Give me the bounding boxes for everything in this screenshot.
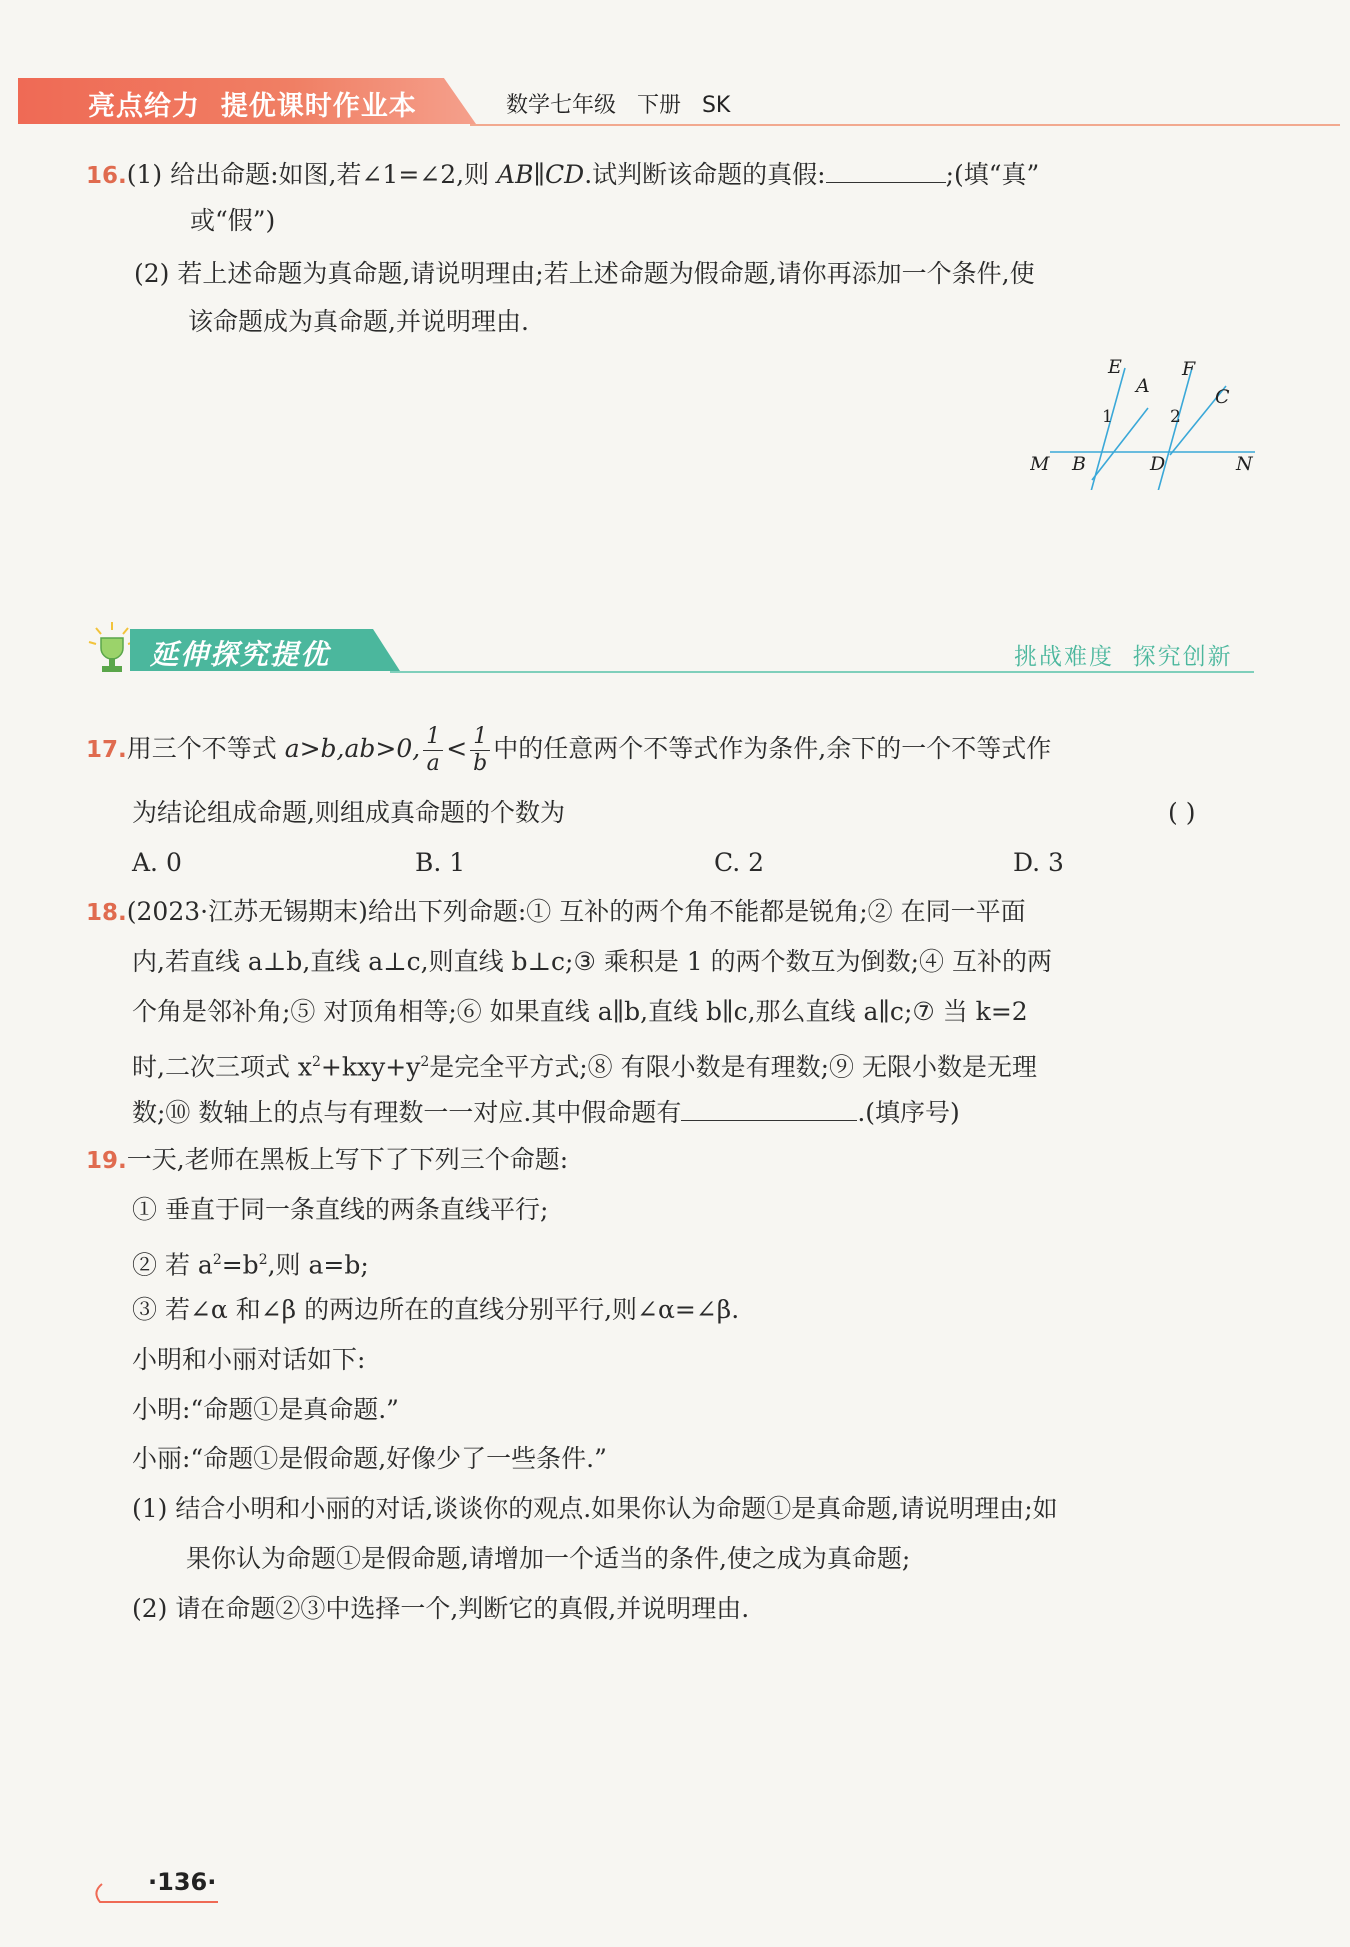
label-b: B bbox=[1072, 453, 1086, 475]
label-e: E bbox=[1108, 356, 1122, 378]
label-n: N bbox=[1236, 453, 1253, 475]
q17-answer-paren[interactable]: ( ) bbox=[1168, 798, 1196, 827]
geometry-figure bbox=[1030, 350, 1260, 490]
section-tagline: 挑战难度 探究创新 bbox=[1014, 644, 1233, 670]
label-f: F bbox=[1182, 358, 1196, 380]
q18-line4: 时,二次三项式 $x^2+kxy+y^2$是完全平方式;⑧ 有限小数是有理数;⑨ 无限小数是无理 bbox=[132, 1052, 1037, 1082]
q19-claim-2: ② 若 $a^2=b^2$,则 a=b; bbox=[132, 1250, 369, 1280]
header-rule bbox=[470, 124, 1340, 126]
q18-number: 18. bbox=[86, 900, 127, 926]
q18-answer-blank[interactable] bbox=[681, 1094, 857, 1121]
label-c: C bbox=[1215, 386, 1230, 408]
q19-claim-3: ③ 若∠α 和∠β 的两边所在的直线分别平行,则∠α=∠β. bbox=[132, 1295, 740, 1324]
q16-number: 16. bbox=[86, 163, 127, 189]
q19-number: 19. bbox=[86, 1148, 127, 1174]
label-m: M bbox=[1030, 453, 1050, 475]
q17-option-c[interactable]: C. 2 bbox=[714, 848, 765, 877]
fraction-1-over-b: $\frac{1}{b}$ bbox=[470, 724, 490, 777]
q19-dialog-intro: 小明和小丽对话如下: bbox=[132, 1345, 366, 1374]
header-brand: 亮点给力 提优课时作业本 bbox=[88, 91, 417, 122]
q17-option-a[interactable]: A. 0 bbox=[132, 848, 182, 877]
line-eb bbox=[1090, 368, 1125, 490]
q19-intro: 19.一天,老师在黑板上写下了下列三个命题: bbox=[86, 1145, 569, 1174]
label-angle-2: 2 bbox=[1170, 407, 1181, 427]
q19-xiaoli: 小丽:“命题①是假命题,好像少了一些条件.” bbox=[132, 1444, 607, 1473]
q19-part1-line2: 果你认为命题①是假命题,请增加一个适当的条件,使之成为真命题; bbox=[186, 1544, 911, 1573]
section-title: 延伸探究提优 bbox=[150, 638, 331, 671]
q16-part2-line1: (2) 若上述命题为真命题,请说明理由;若上述命题为假命题,请你再添加一个条件,使 bbox=[134, 259, 1035, 288]
q16-part2-line2: 该命题成为真命题,并说明理由. bbox=[188, 307, 529, 336]
page-number: ·136· bbox=[148, 1868, 217, 1896]
label-angle-1: 1 bbox=[1102, 407, 1113, 427]
q17-option-d[interactable]: D. 3 bbox=[1013, 848, 1064, 877]
q19-xiaoming: 小明:“命题①是真命题.” bbox=[132, 1395, 399, 1424]
q17-number: 17. bbox=[86, 737, 127, 763]
q18-line2: 内,若直线 a⊥b,直线 a⊥c,则直线 b⊥c;③ 乘积是 1 的两个数互为倒数;④ 互补的两 bbox=[132, 947, 1052, 976]
q17-line2: 为结论组成命题,则组成真命题的个数为 bbox=[132, 798, 565, 827]
q19-part1-line1: (1) 结合小明和小丽的对话,谈谈你的观点.如果你认为命题①是真命题,请说明理由;如 bbox=[132, 1494, 1058, 1523]
line-ba bbox=[1092, 408, 1148, 480]
q16-part1-line1: 16.(1) 给出命题:如图,若∠1=∠2,则 AB∥CD.试判断该命题的真假: ;(填“真” bbox=[86, 156, 1039, 193]
q18-line3: 个角是邻补角;⑤ 对顶角相等;⑥ 如果直线 a∥b,直线 b∥c,那么直线 a∥c;⑦ 当 k=2 bbox=[132, 997, 1028, 1026]
q19-claim-1: ① 垂直于同一条直线的两条直线平行; bbox=[132, 1195, 549, 1224]
label-d: D bbox=[1150, 453, 1166, 475]
q18-line1: 18.(2023·江苏无锡期末)给出下列命题:① 互补的两个角不能都是锐角;② 在同一平面 bbox=[86, 897, 1026, 926]
q19-part2: (2) 请在命题②③中选择一个,判断它的真假,并说明理由. bbox=[132, 1594, 750, 1623]
q17-line1: 17.用三个不等式 a>b,ab>0, $\frac{1}{a}$ < $\frac{1}{b}$ 中的任意两个不等式作为条件,余下的一个不等式作 bbox=[86, 724, 1052, 776]
q16-answer-blank[interactable] bbox=[826, 156, 946, 183]
section-rule bbox=[390, 671, 1254, 673]
q18-line5: 数;⑩ 数轴上的点与有理数一一对应.其中假命题有 .(填序号) bbox=[132, 1094, 960, 1130]
q16-part1-line2: 或“假”) bbox=[190, 206, 276, 235]
fraction-1-over-a: $\frac{1}{a}$ bbox=[423, 724, 443, 777]
label-a: A bbox=[1136, 375, 1150, 397]
q17-option-b[interactable]: B. 1 bbox=[415, 848, 466, 877]
header-subject: 数学七年级 下册 SK bbox=[506, 93, 731, 118]
